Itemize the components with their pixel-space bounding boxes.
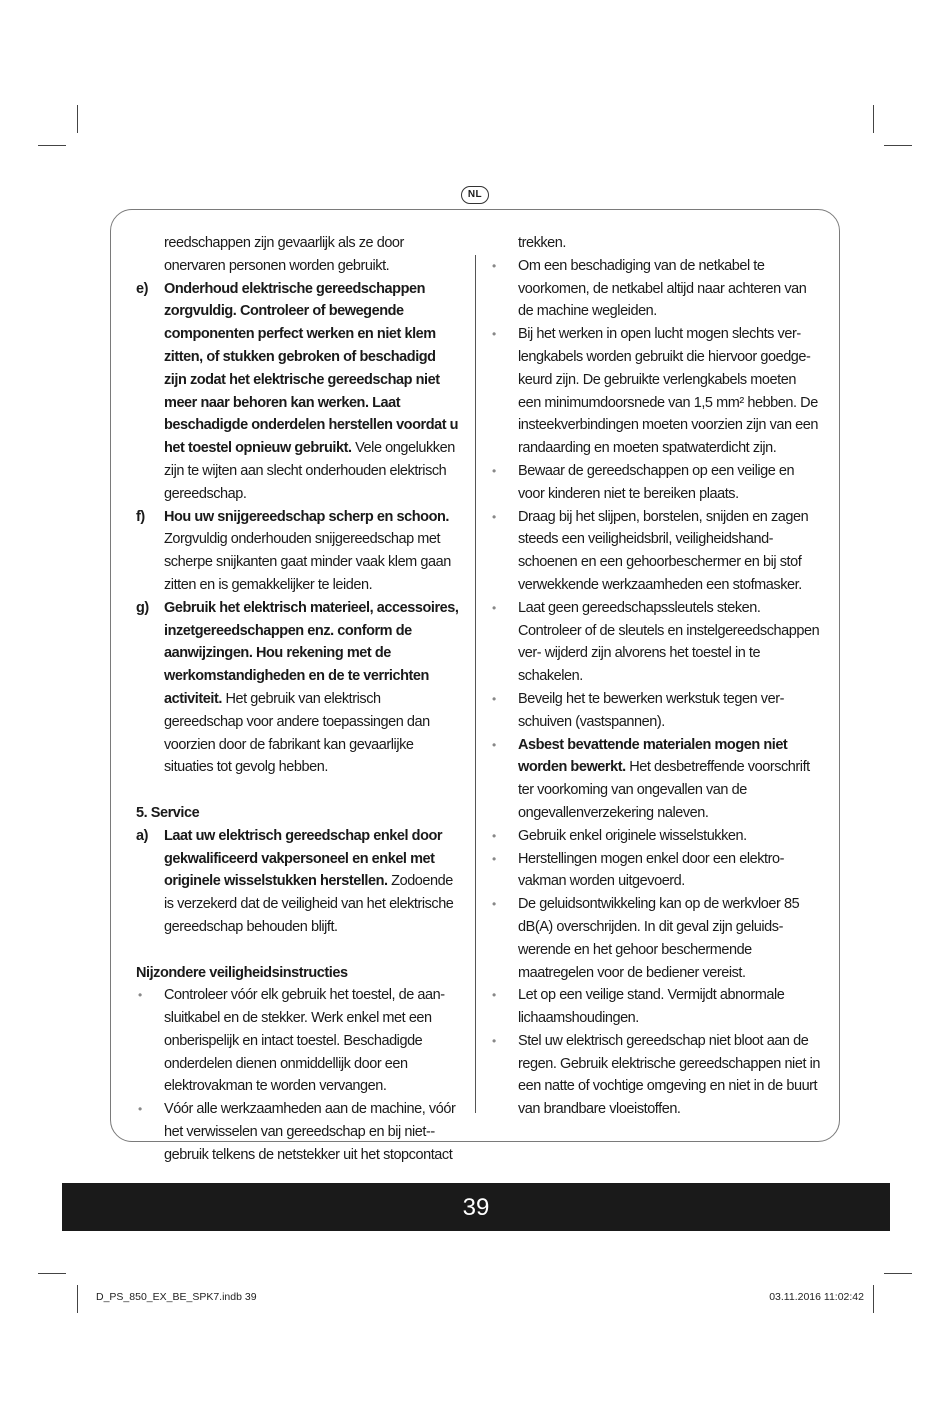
crop-mark [873,1285,874,1313]
bullet-icon: • [492,851,496,866]
bullet-item: • Gebruik enkel originele wisselstukken. [490,825,820,848]
bullet-item: • Om een beschadiging van de netkabel te voorkomen, de netkabel altijd naar achteren van de machine wegleiden. [490,255,820,323]
bullet-icon: • [492,509,496,524]
service-heading: 5. Service [136,804,200,821]
bullet-item: • Asbest bevattende materialen mogen niet worden bewerkt. Het desbetreffende voorschrift ter voorkoming van ongevallen van de ongevallenverzekering naleven. [490,734,820,825]
bullet-icon: • [138,988,142,1003]
bullet-icon: • [492,691,496,706]
item-label: f) [136,508,145,525]
item-bold-text: Gebruik het elektrisch materieel, accessoires, inzetgereedschappen enz. conform de aanwijzingen. Hou rekening met de werkomstandigheden en de te verrichten activiteit. [164,599,459,707]
list-item-g [136,597,461,779]
bullet-item: • Herstellingen mogen enkel door een elektro-vakman worden uitgevoerd. [490,848,820,894]
item-bold-text: Laat uw elektrisch gereedschap enkel door gekwalificeerd vakpersoneel en enkel met originele wisselstukken herstellen. [164,827,443,890]
item-bold-text: Hou uw snijgereedschap scherp en schoon. [164,508,449,525]
crop-mark [77,1285,78,1313]
list-item-a [136,825,461,939]
crop-mark [884,145,912,146]
item-text: Zodoende is verzekerd dat de veiligheid van het elektrische gereedschap behouden blijft. [164,873,454,935]
item-label: g) [136,599,149,616]
bullet-item: • Stel uw elektrisch gereedschap niet bloot aan de regen. Gebruik elektrische gereedschappen niet in een natte of vochtige omgeving en niet in de buurt van brandbare vloeistoffen. [490,1030,820,1121]
right-column [490,232,820,1121]
bullet-icon: • [492,897,496,912]
item-text: Het gebruik van elektrisch gereedschap voor andere toepassingen dan voorzien door de fabrikant kan gevaarlijke situaties tot gevolg hebben. [164,690,430,776]
bullet-icon: • [492,327,496,342]
bullet-item: • Let op een veilige stand. Vermijdt abnormale lichaamshoudingen. [490,984,820,1030]
crop-mark [38,145,66,146]
bullet-icon: • [138,1102,142,1117]
crop-mark [873,105,874,133]
item-bold-text: Onderhoud elektrische gereedschappen zorgvuldig. Controleer of bewegende componenten perfect werken en niet klem zitten, of stukken gebroken of beschadigd zijn zodat het elektrische gereedschap niet meer naar behoren kan werken. Laat beschadigde onderdelen herstellen voordat u het toestel opnieuw gebruikt. [164,280,459,457]
bullet-item: • Vóór alle werkzaamheden aan de machine, vóór het verwisselen van gereedschap en bij niet--gebruik telkens de netstekker uit het stopcontact [136,1098,461,1166]
bullet-icon: • [492,600,496,615]
crop-mark [77,105,78,133]
left-column [136,232,461,1167]
bullet-item: • Beveilg het te bewerken werkstuk tegen ver-schuiven (vastspannen). [490,688,820,734]
crop-mark [38,1273,66,1274]
language-badge: NL [461,186,489,204]
item-text: Zorgvuldig onderhouden snijgereedschap met scherpe snijkanten gaat minder vaak klem gaan zitten en is gemakkelijker te leiden. [164,531,451,593]
bullet-icon: • [492,258,496,273]
footer-timestamp: 03.11.2016 11:02:42 [769,1291,864,1303]
item-label: a) [136,827,148,844]
bullet-item: • Bewaar de gereedschappen op een veilige en voor kinderen niet te bereiken plaats. [490,460,820,506]
bullet-item: • Controleer vóór elk gebruik het toestel, de aan-sluitkabel en de stekker. Werk enkel met een onberispelijk en intact toestel. Beschadigde onderdelen dienen onmiddellijk door een elektrovakman te worden vervangen. [136,984,461,1098]
crop-mark [884,1273,912,1274]
bullet-icon: • [492,828,496,843]
list-item-f [136,506,461,597]
bullet-icon: • [492,737,496,752]
bullet-icon: • [492,1033,496,1048]
footer-filename: D_PS_850_EX_BE_SPK7.indb 39 [96,1291,257,1303]
bullet-item: • Bij het werken in open lucht mogen slechts ver-lengkabels worden gebruikt die hiervoor goedge-keurd zijn. De gebruikte verlengkabels moeten een minimumdoorsnede van 1,5 mm² hebben. De insteekverbindingen moeten voorzien zijn van een randaarding en moeten spatwaterdicht zijn. [490,323,820,460]
bullet-icon: • [492,463,496,478]
safety-instructions-heading: Nijzondere veiligheidsinstructies [136,964,348,981]
item-label: e) [136,280,148,297]
page-number: 39 [462,1194,490,1221]
bullet-item: • Draag bij het slijpen, borstelen, snijden en zagen steeds een veiligheidsbril, veiligheidshand-schoenen en een gehoorbeschermer en bij stof verwekkende werkzaamheden een stofmasker. [490,506,820,597]
list-item-e [136,278,461,506]
item-text: Vele ongelukken zijn te wijten aan slecht onderhouden elektrisch gereedschap. [164,440,455,502]
page-number-band [62,1183,890,1231]
column-divider [475,255,476,1113]
continued-text: trekken. [518,235,566,251]
bullet-icon: • [492,988,496,1003]
continued-text: reedschappen zijn gevaarlijk als ze door onervaren personen worden gebruikt. [164,235,404,274]
bullet-item: • De geluidsontwikkeling kan op de werkvloer 85 dB(A) overschrijden. In dit geval zijn geluids-werende en het gehoor beschermende maatregelen voor de bediener vereist. [490,893,820,984]
bullet-item: • Laat geen gereedschapssleutels steken. Controleer of de sleutels en instelgereedschappen ver- wijderd zijn alvorens het toestel in te schakelen. [490,597,820,688]
